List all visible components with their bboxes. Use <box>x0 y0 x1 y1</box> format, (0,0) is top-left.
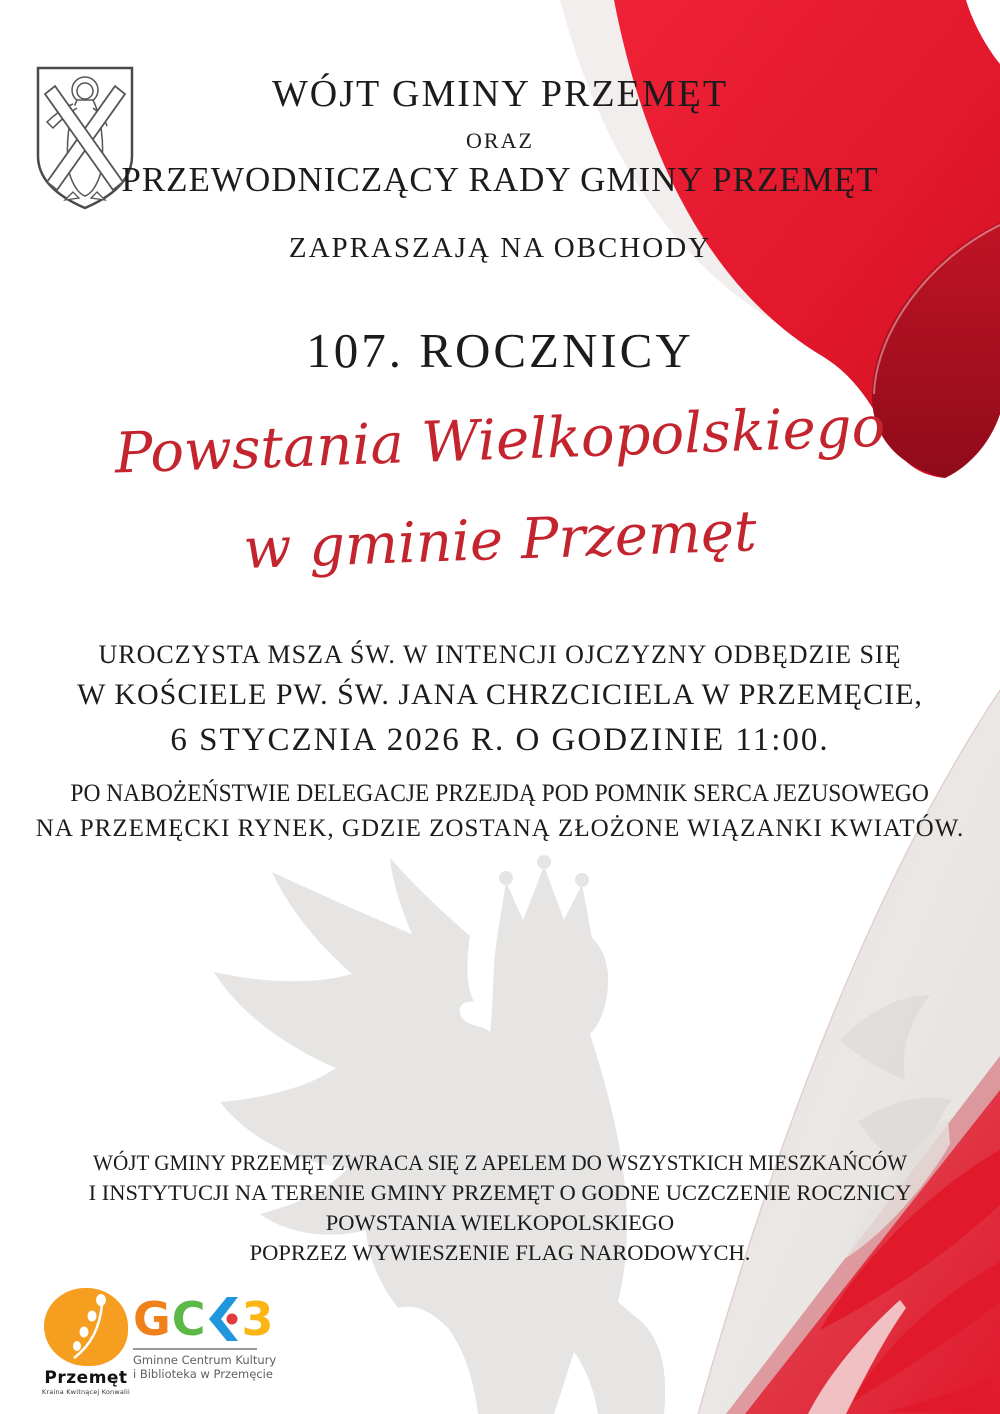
event-detail-line-4 <box>0 780 1000 808</box>
gckb-caption-line-1: Gminne Centrum Kultury <box>133 1353 277 1367</box>
event-detail-line-4-text: PO NABOŻEŃSTWIE DELEGACJE PRZEJDĄ POD POMNIK SERCA JEZUSOWEGO <box>70 780 930 807</box>
anniversary-title: 107. ROCZNICY <box>306 323 694 378</box>
script-title-line-2: w gminie Przemęt <box>242 499 758 582</box>
gckb-caption-line-2: i Biblioteka w Przemęcie <box>133 1367 273 1381</box>
event-detail-line-1: UROCZYSTA MSZA ŚW. W INTENCJI OJCZYZNY ODBĘDZIE SIĘ <box>98 640 902 669</box>
appeal-line-1 <box>0 1148 1000 1178</box>
header-line-4: ZAPRASZAJĄ NA OBCHODY <box>288 232 712 264</box>
eagle-crown-ball-mid <box>537 855 551 869</box>
gckb-letter-3: 3 <box>241 1292 274 1346</box>
appeal-block <box>0 1148 1000 1268</box>
event-detail-line-5: NA PRZEMĘCKI RYNEK, GDZIE ZOSTANĄ ZŁOŻONE WIĄZANKI KWIATÓW. <box>35 815 965 842</box>
appeal-line-4: POPRZEZ WYWIESZENIE FLAG NARODOWYCH. <box>249 1240 751 1265</box>
appeal-line-1-text: WÓJT GMINY PRZEMĘT ZWRACA SIĘ Z APELEM DO WSZYSTKICH MIESZKAŃCÓW <box>92 1150 908 1175</box>
gckb-dot-icon <box>226 1314 237 1325</box>
gckb-letters <box>133 1294 276 1344</box>
przemet-logo-icon <box>44 1288 128 1366</box>
eagle-crown-ball-left <box>499 871 513 885</box>
appeal-line-3: POWSTANIA WIELKOPOLSKIEGO <box>325 1210 675 1235</box>
header-line-1: WÓJT GMINY PRZEMĘT <box>271 73 729 115</box>
event-detail-line-2: W KOŚCIELE PW. ŚW. JANA CHRZCICIELA W PRZEMĘCIE, <box>77 678 923 711</box>
gckb-logo <box>133 1294 276 1381</box>
event-detail-line-3: 6 STYCZNIA 2026 R. O GODZINIE 11:00. <box>170 722 830 758</box>
eagle-watermark <box>214 858 665 1414</box>
appeal-line-2: I INSTYTUCJI NA TERENIE GMINY PRZEMĘT O GODNE UCZCZENIE ROCZNICY <box>88 1180 912 1205</box>
gckb-letter-g: G <box>133 1292 171 1346</box>
lily-of-the-valley-icon <box>44 1288 128 1366</box>
gckb-letter-k-icon <box>207 1295 240 1343</box>
header-line-2: ORAZ <box>466 128 534 153</box>
przemet-logo <box>36 1288 136 1396</box>
gckb-letter-c: C <box>171 1292 206 1346</box>
gckb-divider <box>133 1348 257 1350</box>
script-title-line-1: Powstania Wielkopolskiego <box>113 394 887 487</box>
eagle-crown-ball-right <box>575 873 589 887</box>
header-line-3: PRZEWODNICZĄCY RADY GMINY PRZEMĘT <box>121 160 879 199</box>
przemet-logo-name: Przemęt <box>44 1368 128 1388</box>
przemet-logo-tagline: Kraina Kwitnącej Konwalii <box>41 1388 131 1396</box>
